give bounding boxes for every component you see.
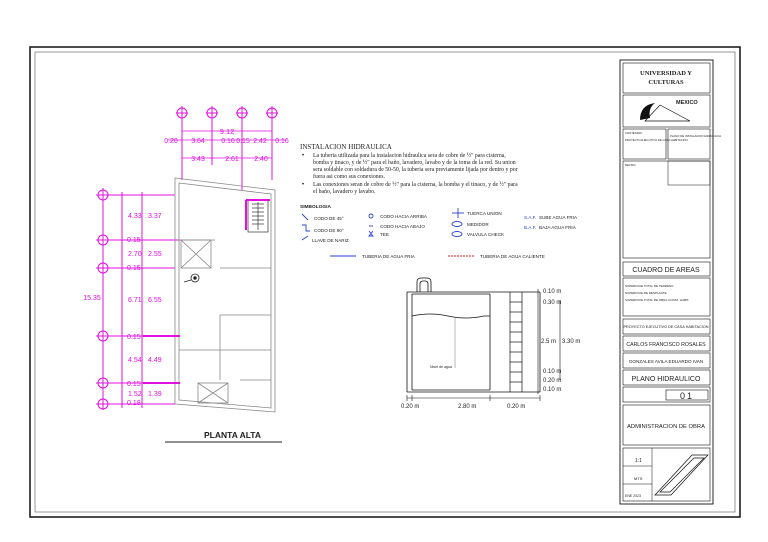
legend-col1 xyxy=(312,216,349,243)
meter-legend-icon xyxy=(452,222,462,227)
section-walls xyxy=(407,278,540,392)
building-walls xyxy=(175,178,275,412)
legend-c4-code-1: B.A.F. xyxy=(524,225,537,230)
section-right-dims xyxy=(541,289,580,393)
dim-left-o9: 0.18 xyxy=(127,400,141,407)
dim-left-o3: 0.15 xyxy=(127,265,141,272)
dim-left-o7: 0.15 xyxy=(127,381,141,388)
dim-left-o4: 6.71 xyxy=(128,297,142,304)
tb-small-text-2: PLANO DE INSTALACION HIDRAULICA xyxy=(670,134,722,138)
author-2: GONZALES AVILA EDUARDO IVAN xyxy=(628,359,704,364)
dim-top-r2-0: 3.43 xyxy=(191,156,205,163)
dim-left-i0: 3.37 xyxy=(148,213,162,220)
dim-left-inner xyxy=(148,213,162,398)
author-1: CARLOS FRANCISCO ROSALES xyxy=(626,342,706,348)
areas-title: CUADRO DE AREAS xyxy=(632,267,700,274)
pipes-plan xyxy=(143,200,270,383)
dim-left-i3: 4.49 xyxy=(148,357,162,364)
tb-small-label-1: CONTENIDO: xyxy=(625,131,643,135)
dim-left-o6: 4.54 xyxy=(128,357,142,364)
tb-small-text-1: PROYECTO EJECUTIVO DE CASA HABITACION xyxy=(625,138,688,142)
dim-left-o0: 4.33 xyxy=(128,213,142,220)
plan-label: PLANO HIDRAULICO xyxy=(631,376,701,383)
notes-line-3: fuera asi como sus conexiones. xyxy=(313,174,385,180)
subject: ADMINISTRACION DE OBRA xyxy=(627,424,705,430)
legend-col3 xyxy=(467,211,505,237)
dim-left-total: 15.35 xyxy=(83,295,101,302)
dim-left-i2: 6.55 xyxy=(148,297,162,304)
dim-top-row2 xyxy=(191,156,268,163)
logo-text: MEXICO xyxy=(676,100,698,106)
dim-top-r1-2: 0.16 xyxy=(221,138,235,145)
project-name: PROYECTO EJECUTIVO DE CASA HABITACION xyxy=(623,325,709,329)
sec-dim-r6: 0.10 m xyxy=(543,387,562,393)
notes-line-4: Las conexiones seran de cobre de ½" para la cisterna, la bomba y el tinaco, y de ½" para xyxy=(313,182,518,188)
notes-line-1: bomba y tinaco, y de ½" para el baño, lavadero, lavabo y de la toma de la red. Su union xyxy=(313,160,516,166)
dim-left-i1: 2.55 xyxy=(148,251,162,258)
axis-markers-top xyxy=(176,106,278,190)
outer-border xyxy=(30,47,740,517)
sec-dim-r5: 0.20 m xyxy=(543,378,562,384)
notes-bullet-2: • xyxy=(302,182,305,188)
dim-left-i4: 1.39 xyxy=(148,391,162,398)
elbow-45-icon xyxy=(302,214,308,220)
sec-dim-r1: 0.30 m xyxy=(543,300,562,306)
sec-dim-b2: 0.20 m xyxy=(507,404,526,410)
legend-col4 xyxy=(524,215,578,230)
university-logo xyxy=(640,100,698,121)
legend-col2 xyxy=(380,214,428,237)
dim-top-r1-4: 2.42 xyxy=(253,138,267,145)
dim-top-r2-1: 2.61 xyxy=(225,156,239,163)
sec-dim-r2: 2.5 m xyxy=(541,339,557,345)
dim-top-r1-1: 3.64 xyxy=(191,138,205,145)
area-row-1: SUPERFICIE DE DESPLANTE xyxy=(625,291,667,295)
legend-c1-0: CODO DE 45° xyxy=(314,216,344,221)
cistern-section xyxy=(401,278,580,410)
title-block xyxy=(620,60,721,504)
legend xyxy=(300,204,578,259)
dim-top-row1 xyxy=(164,138,289,145)
dim-top-r1-0: 0.20 xyxy=(164,138,178,145)
legend-c1-1: CODO DE 90° xyxy=(314,228,344,233)
legend-c2-0: CODO HACIA ARRIBA xyxy=(380,214,427,219)
scale-value: 1:1 xyxy=(635,458,642,464)
legend-c2-1: CODO HACIA ABAJO xyxy=(380,224,425,229)
university-line-2: CULTURAS xyxy=(648,79,684,86)
cold-line-label: TUBERIA DE AGUA FRIA xyxy=(362,254,415,259)
dim-left-outer xyxy=(127,213,142,407)
date-value: ENE 2023 xyxy=(625,494,641,498)
elbow-up-icon xyxy=(369,214,373,218)
nose-valve-icon xyxy=(302,236,308,240)
sec-dim-r4: 0.10 m xyxy=(543,369,562,375)
dim-left-o1: 0.15 xyxy=(127,237,141,244)
water-label: Nivel de agua xyxy=(430,365,452,369)
dim-top-r1-3: 0.15 xyxy=(236,138,250,145)
notes-line-2: sera soldable con soldadura de 50-50, la tuberia sera previamente lijada por dentro y por xyxy=(313,167,518,173)
stair xyxy=(248,200,268,232)
legend-c3-0: TUERCA UNION xyxy=(467,211,502,216)
hot-line-label: TUBERIA DE AGUA CALIENTE xyxy=(480,254,545,259)
notes-heading: INSTALACION HIDRAULICA xyxy=(300,143,392,151)
north-arrow-icon xyxy=(655,455,708,495)
sheet-number: 01 xyxy=(679,391,695,401)
ladder xyxy=(510,292,522,392)
legend-c2-2: TEE xyxy=(380,232,389,237)
area-row-2: SUPERFICIE TOTAL DE OBRA CONST. HABIT. xyxy=(625,298,690,302)
meter-symbol xyxy=(184,274,199,282)
legend-c4-text-1: BAJA AGUA FRIA xyxy=(539,225,576,230)
water-surface xyxy=(412,314,490,318)
dim-top-r2-2: 2.40 xyxy=(254,156,268,163)
legend-title: SIMBOLOGIA xyxy=(300,205,331,210)
tee-icon xyxy=(369,231,373,236)
legend-c3-1: MEDIDOR xyxy=(467,222,489,227)
units-value: MTS xyxy=(634,476,643,481)
hydraulic-notes xyxy=(300,143,518,195)
inner-border xyxy=(35,52,735,512)
plan-title: PLANTA ALTA xyxy=(204,430,261,440)
sec-dim-b1: 2.80 m xyxy=(458,404,477,410)
legend-c4-code-0: S.A.F. xyxy=(524,215,537,220)
dim-left-o5: 0.15 xyxy=(127,334,141,341)
notes-line-0: La tuberia utilizada para la instalacion hidraulica sera de cobre de ½" para cisterna, xyxy=(313,153,506,159)
legend-c3-2: VALVULA CHECK xyxy=(467,232,505,237)
dim-top-r1-5: 0.16 xyxy=(275,138,289,145)
elbow-90-icon xyxy=(302,225,310,231)
notes-bullet-1: • xyxy=(302,153,305,159)
section-bottom-dims xyxy=(401,404,525,410)
area-row-0: SUPERFICIE TOTAL DE TERRENO xyxy=(625,284,674,288)
floor-plan xyxy=(83,106,289,442)
check-valve-icon xyxy=(452,232,462,237)
sec-dim-b0: 0.20 m xyxy=(401,404,420,410)
dim-left-o2: 2.70 xyxy=(128,251,142,258)
notes-line-5: el baño, lavadero y lavabo. xyxy=(313,189,376,195)
legend-c4-text-0: SUBE AGUA FRIA xyxy=(539,215,578,220)
dim-top-total: 9.12 xyxy=(219,127,235,136)
sec-dim-r3: 3.30 m xyxy=(562,339,581,345)
tb-small-label-2: REVISO xyxy=(625,163,636,167)
sec-dim-r0: 0.10 m xyxy=(543,289,562,295)
section-dim-lines xyxy=(407,289,560,401)
dim-left-o8: 1.52 xyxy=(128,391,142,398)
university-line-1: UNIVERSIDAD Y xyxy=(640,70,692,77)
legend-c1-2: LLAVE DE NARIZ xyxy=(312,238,349,243)
